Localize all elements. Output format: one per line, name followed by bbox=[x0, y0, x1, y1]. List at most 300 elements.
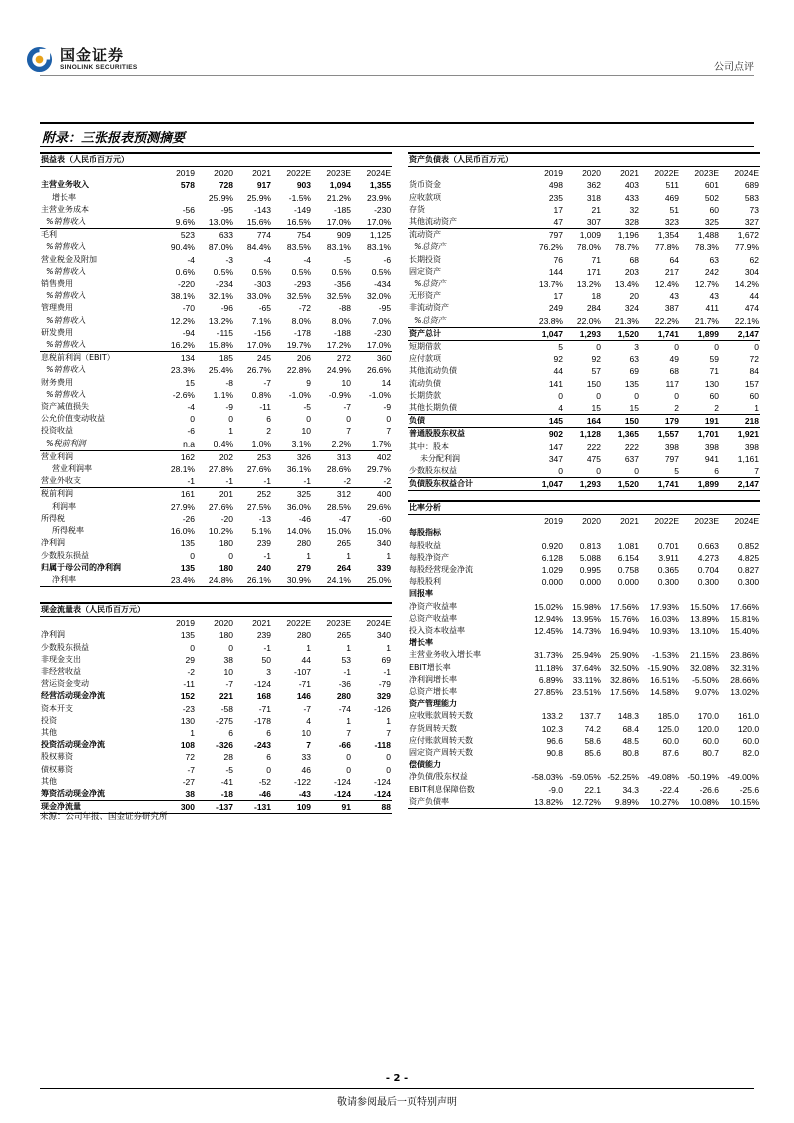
table-row bbox=[40, 450, 392, 463]
table-row bbox=[40, 302, 392, 314]
row-value: 1 bbox=[754, 403, 760, 414]
row-value: 1 bbox=[306, 642, 311, 653]
row-value: -26.6 bbox=[699, 784, 719, 795]
row-value: 7.0% bbox=[371, 315, 392, 326]
row-value: 120.0 bbox=[737, 723, 760, 734]
table-row bbox=[408, 402, 760, 415]
row-value: 328 bbox=[624, 217, 639, 228]
table-row bbox=[40, 537, 392, 549]
row-value: 17.0% bbox=[366, 217, 392, 228]
row-value: 117 bbox=[665, 378, 679, 389]
row-label: 管理费用 bbox=[41, 303, 73, 313]
row-value: -56 bbox=[182, 204, 195, 215]
row-label: 其中：股本 bbox=[409, 441, 449, 451]
row-value: 82.0 bbox=[742, 748, 760, 759]
row-value: 21.7% bbox=[694, 315, 719, 326]
row-value: 29 bbox=[185, 654, 195, 665]
row-value: 28.66% bbox=[730, 674, 760, 685]
row-value: 239 bbox=[256, 538, 271, 549]
row-value: 318 bbox=[586, 192, 601, 203]
row-value: 240 bbox=[256, 562, 271, 573]
row-value: 307 bbox=[586, 217, 601, 228]
row-value: 340 bbox=[376, 538, 392, 549]
row-value: 754 bbox=[272, 229, 312, 242]
row-value: 523 bbox=[158, 229, 196, 242]
table-row bbox=[408, 686, 760, 698]
row-value: 80.7 bbox=[702, 748, 719, 759]
row-value: 1 bbox=[346, 550, 351, 561]
table-row bbox=[408, 290, 760, 302]
row-value: 9.07% bbox=[694, 687, 719, 698]
row-label: 营业税金及附加 bbox=[41, 254, 97, 264]
row-value: 17 bbox=[553, 291, 563, 302]
row-value: 0 bbox=[596, 466, 601, 477]
row-value: -1.53% bbox=[652, 650, 679, 661]
row-value: 2,147 bbox=[720, 478, 760, 491]
year-header: 2024E bbox=[352, 167, 392, 180]
row-value: 6 bbox=[714, 466, 719, 477]
row-value: 30.9% bbox=[272, 574, 312, 587]
row-value: 1 bbox=[228, 426, 233, 437]
row-value: 222 bbox=[624, 441, 639, 452]
row-value: -2 bbox=[187, 667, 195, 678]
row-value: 17.56% bbox=[610, 601, 639, 612]
row-label: EBIT利息保障倍数 bbox=[409, 784, 475, 794]
row-value: 50 bbox=[261, 654, 271, 665]
row-label: 资产负债率 bbox=[408, 796, 526, 809]
row-value: 68 bbox=[669, 366, 679, 377]
row-value: 249 bbox=[548, 303, 563, 314]
row-label: 货币资金 bbox=[409, 180, 441, 190]
row-value: -74 bbox=[338, 703, 351, 714]
row-label: 其他流动负债 bbox=[409, 366, 457, 376]
row-value: 49 bbox=[669, 354, 679, 365]
row-value: 69 bbox=[381, 654, 392, 665]
row-value: -5 bbox=[343, 254, 351, 265]
row-value: -131 bbox=[234, 801, 272, 814]
row-value: -26 bbox=[182, 513, 195, 524]
row-value: 23.86% bbox=[730, 650, 760, 661]
row-value: 1,354 bbox=[640, 229, 680, 242]
row-label: 营运资金变动 bbox=[41, 679, 89, 689]
row-value: 206 bbox=[272, 352, 312, 365]
table-row bbox=[40, 254, 392, 266]
row-value: 9.89% bbox=[602, 796, 640, 809]
row-value: 0 bbox=[190, 414, 195, 425]
row-value: 72 bbox=[185, 752, 195, 763]
row-value: 304 bbox=[744, 266, 760, 277]
row-value: 7 bbox=[346, 426, 351, 437]
row-value: 1,672 bbox=[720, 229, 760, 242]
row-value: 77.8% bbox=[654, 242, 679, 253]
row-value: 109 bbox=[272, 801, 312, 814]
row-label: 资产总计 bbox=[408, 327, 526, 340]
row-value: 217 bbox=[664, 266, 679, 277]
row-value: 3.1% bbox=[291, 438, 311, 449]
ratio-group-heading: 偿债能力 bbox=[409, 760, 441, 770]
row-value: 340 bbox=[376, 630, 392, 641]
row-value: 0 bbox=[386, 752, 392, 763]
row-value: -230 bbox=[374, 204, 392, 215]
row-label: 流动负债 bbox=[409, 378, 441, 388]
row-value: 25.0% bbox=[352, 574, 392, 587]
row-value: 433 bbox=[624, 192, 639, 203]
row-value: 17.56% bbox=[610, 687, 639, 698]
row-value: -303 bbox=[253, 279, 271, 290]
table-row bbox=[408, 216, 760, 229]
row-value: -1 bbox=[263, 550, 271, 561]
row-value: 203 bbox=[624, 266, 639, 277]
row-value: 0 bbox=[346, 752, 351, 763]
table-row bbox=[408, 229, 760, 242]
row-value: -156 bbox=[253, 327, 271, 338]
row-value: 32.86% bbox=[610, 674, 639, 685]
row-value: 15 bbox=[591, 403, 601, 414]
row-label: %销售收入 bbox=[46, 340, 86, 350]
row-label: 每股股利 bbox=[409, 577, 441, 587]
row-value: -88 bbox=[338, 303, 351, 314]
row-value: 15 bbox=[629, 403, 639, 414]
table-row bbox=[40, 364, 392, 376]
row-value: 1,125 bbox=[352, 229, 392, 242]
row-value: 180 bbox=[218, 630, 233, 641]
row-value: -4 bbox=[303, 254, 311, 265]
row-value: -326 bbox=[215, 740, 233, 751]
row-value: 402 bbox=[352, 450, 392, 463]
table-row bbox=[40, 703, 392, 715]
row-value: 16.0% bbox=[170, 526, 195, 537]
table-row bbox=[40, 192, 392, 204]
row-value: 7 bbox=[754, 466, 760, 477]
table-row bbox=[40, 654, 392, 666]
row-value: -95 bbox=[220, 204, 233, 215]
row-value: 14.2% bbox=[734, 279, 760, 290]
row-value: -124 bbox=[374, 789, 392, 800]
row-value: 0 bbox=[386, 414, 392, 425]
row-value: 12.4% bbox=[654, 279, 679, 290]
row-value: 0 bbox=[674, 390, 679, 401]
row-label: 每股净资产 bbox=[409, 552, 449, 562]
row-value: 13.7% bbox=[538, 279, 563, 290]
row-value: -60 bbox=[378, 513, 392, 524]
row-value: 191 bbox=[680, 415, 720, 428]
row-label: 非流动资产 bbox=[409, 303, 449, 313]
row-value: 46 bbox=[301, 764, 311, 775]
row-value: -1 bbox=[225, 476, 233, 487]
row-value: 12.2% bbox=[170, 315, 195, 326]
table-row bbox=[408, 353, 760, 365]
row-value: 185 bbox=[196, 352, 234, 365]
row-value: 3 bbox=[634, 342, 639, 353]
row-value: 1,047 bbox=[526, 327, 564, 340]
row-value: -6 bbox=[383, 254, 392, 265]
row-value: 3.911 bbox=[658, 552, 679, 563]
balance-sheet-table bbox=[408, 152, 760, 491]
table-row bbox=[408, 315, 760, 328]
row-value: 327 bbox=[744, 217, 760, 228]
row-label: %销售收入 bbox=[46, 266, 86, 276]
table-row bbox=[40, 463, 392, 475]
row-value: 4 bbox=[558, 403, 563, 414]
row-value: 1,557 bbox=[640, 428, 680, 441]
row-value: 469 bbox=[664, 192, 679, 203]
row-value: 10 bbox=[341, 377, 351, 388]
row-value: -43 bbox=[298, 789, 311, 800]
row-value: 1,899 bbox=[680, 327, 720, 340]
row-value: 1 bbox=[190, 728, 195, 739]
row-value: 265 bbox=[336, 538, 351, 549]
row-value: -7 bbox=[263, 377, 271, 388]
row-label: 筹资活动现金净流 bbox=[41, 789, 105, 799]
row-value: 13.02% bbox=[730, 687, 760, 698]
ratio-group-row bbox=[408, 637, 760, 649]
row-value: 300 bbox=[158, 801, 196, 814]
row-value: -126 bbox=[374, 703, 392, 714]
row-value: 148.3 bbox=[617, 711, 639, 722]
row-value: 235 bbox=[548, 192, 563, 203]
row-value: 6.128 bbox=[541, 552, 563, 563]
row-value: 72 bbox=[749, 354, 760, 365]
row-value: 601 bbox=[704, 180, 719, 191]
row-label: 流动资产 bbox=[408, 229, 526, 242]
row-value: -275 bbox=[215, 715, 233, 726]
row-value: 164 bbox=[564, 415, 602, 428]
row-value: 23.3% bbox=[170, 365, 195, 376]
table-row bbox=[408, 771, 760, 783]
row-label: 主营业务成本 bbox=[41, 204, 89, 214]
section-title: 附录：三张报表预测摘要 bbox=[42, 131, 186, 146]
ratio-analysis-table bbox=[408, 500, 760, 809]
row-value: 1,741 bbox=[640, 478, 680, 491]
row-value: -52.25% bbox=[607, 772, 639, 783]
row-value: 903 bbox=[296, 180, 311, 191]
row-value: 221 bbox=[218, 691, 233, 702]
row-value: 284 bbox=[586, 303, 601, 314]
row-value: -9 bbox=[225, 402, 233, 413]
ratio-year-header-row bbox=[408, 515, 760, 528]
year-header: 2021 bbox=[234, 167, 272, 180]
row-value: 4 bbox=[306, 715, 311, 726]
table-row bbox=[40, 550, 392, 562]
row-value: 171 bbox=[586, 266, 601, 277]
row-value: 22.0% bbox=[576, 315, 601, 326]
row-value: -50.19% bbox=[687, 772, 719, 783]
ratio-group-row bbox=[408, 759, 760, 771]
row-value: 0 bbox=[596, 342, 601, 353]
row-value: 10 bbox=[223, 667, 233, 678]
row-value: 59 bbox=[709, 354, 719, 365]
row-value: 38 bbox=[185, 789, 195, 800]
row-value: 28.6% bbox=[326, 464, 351, 475]
row-value: -96 bbox=[220, 303, 233, 314]
row-value: 25.94% bbox=[572, 650, 601, 661]
row-value: 239 bbox=[256, 630, 271, 641]
row-label: 无形资产 bbox=[409, 291, 441, 301]
page-number: - 2 - bbox=[385, 1073, 409, 1084]
ratio-group-heading: 资产管理能力 bbox=[409, 699, 457, 709]
row-value: 0 bbox=[346, 764, 351, 775]
table-row bbox=[40, 401, 392, 413]
row-value: 37.64% bbox=[572, 662, 601, 673]
row-label: 固定资产 bbox=[409, 266, 441, 276]
row-label: 少数股东损益 bbox=[41, 550, 89, 560]
row-value: 27.6% bbox=[246, 464, 271, 475]
row-value: 23.8% bbox=[538, 315, 563, 326]
row-value: 73 bbox=[749, 204, 760, 215]
table-row bbox=[40, 179, 392, 191]
row-value: 141 bbox=[548, 378, 563, 389]
row-value: 168 bbox=[256, 691, 271, 702]
row-label: 债权募资 bbox=[41, 764, 73, 774]
row-value: -8 bbox=[225, 377, 233, 388]
row-value: 280 bbox=[296, 630, 311, 641]
row-value: 7 bbox=[386, 728, 392, 739]
row-label: 负债 bbox=[408, 415, 526, 428]
row-value: 633 bbox=[196, 229, 234, 242]
row-value: 0.300 bbox=[657, 577, 679, 588]
row-value: -149 bbox=[293, 204, 311, 215]
row-value: 1 bbox=[346, 715, 351, 726]
row-value: 33.11% bbox=[572, 674, 601, 685]
row-value: 797 bbox=[526, 229, 564, 242]
row-value: -1.0% bbox=[368, 389, 392, 400]
row-value: 28 bbox=[223, 752, 233, 763]
row-value: 43 bbox=[669, 291, 679, 302]
row-value: 44 bbox=[749, 291, 760, 302]
row-value: 36.1% bbox=[286, 464, 311, 475]
row-value: 135 bbox=[180, 538, 195, 549]
row-value: 179 bbox=[640, 415, 680, 428]
row-value: 0.000 bbox=[541, 577, 563, 588]
row-label: 主营业务收入增长率 bbox=[409, 650, 481, 660]
row-value: 10.08% bbox=[680, 796, 720, 809]
row-value: 19.7% bbox=[286, 340, 311, 351]
year-header: 2022E bbox=[640, 515, 680, 528]
row-label: 公允价值变动收益 bbox=[41, 414, 105, 424]
row-value: 360 bbox=[352, 352, 392, 365]
table-row bbox=[408, 723, 760, 735]
row-value: 728 bbox=[218, 180, 233, 191]
row-value: 17.93% bbox=[650, 601, 679, 612]
year-header: 2022E bbox=[272, 167, 312, 180]
table-row bbox=[40, 776, 392, 788]
table-row bbox=[408, 465, 760, 478]
row-value: 91 bbox=[312, 801, 352, 814]
row-value: 0 bbox=[190, 550, 195, 561]
ratio-title: 比率分析 bbox=[408, 501, 760, 515]
table-row bbox=[408, 266, 760, 278]
row-value: 23.51% bbox=[572, 687, 601, 698]
row-value: 1,293 bbox=[564, 327, 602, 340]
balance-title: 资产负债表（人民币百万元） bbox=[408, 153, 760, 167]
table-row bbox=[408, 735, 760, 747]
table-row bbox=[40, 266, 392, 278]
row-label: 非现金支出 bbox=[41, 654, 81, 664]
row-label: 利润率 bbox=[52, 501, 76, 511]
row-value: 1 bbox=[386, 550, 392, 561]
table-row bbox=[40, 727, 392, 739]
row-value: 0 bbox=[596, 390, 601, 401]
row-value: 324 bbox=[624, 303, 639, 314]
row-value: 78.3% bbox=[694, 242, 719, 253]
row-value: 96.6 bbox=[546, 735, 563, 746]
row-value: -2 bbox=[343, 476, 351, 487]
row-value: 15.81% bbox=[730, 613, 760, 624]
row-value: 0.365 bbox=[657, 565, 679, 576]
row-value: 13.95% bbox=[572, 613, 601, 624]
table-row bbox=[40, 678, 392, 690]
row-value: 312 bbox=[312, 488, 352, 501]
year-header-spacer bbox=[40, 617, 158, 630]
row-value: 135 bbox=[180, 562, 195, 573]
row-value: 32.5% bbox=[286, 291, 311, 302]
row-label: 营业利润率 bbox=[52, 464, 92, 474]
row-value: 218 bbox=[720, 415, 760, 428]
row-label: 其他流动资产 bbox=[409, 217, 457, 227]
row-value: 398 bbox=[744, 441, 760, 452]
row-value: -52 bbox=[258, 776, 271, 787]
row-value: 0.5% bbox=[331, 266, 351, 277]
row-label: 营业外收支 bbox=[41, 476, 81, 486]
row-value: 83.1% bbox=[366, 242, 392, 253]
row-value: 152 bbox=[180, 691, 195, 702]
row-value: 339 bbox=[376, 562, 392, 573]
row-value: 411 bbox=[705, 303, 719, 314]
row-value: 77.9% bbox=[734, 242, 760, 253]
year-header: 2020 bbox=[564, 515, 602, 528]
table-row bbox=[40, 666, 392, 678]
row-value: 24.8% bbox=[196, 574, 234, 587]
row-value: 47 bbox=[553, 217, 563, 228]
row-value: 84 bbox=[749, 366, 760, 377]
table-row bbox=[40, 764, 392, 776]
year-header-spacer bbox=[40, 167, 158, 180]
row-value: 130 bbox=[180, 715, 195, 726]
row-value: 15.02% bbox=[534, 601, 563, 612]
row-label: 投资 bbox=[41, 715, 57, 725]
row-label: %销售收入 bbox=[46, 291, 86, 301]
row-value bbox=[158, 192, 196, 204]
row-value: 17.0% bbox=[326, 217, 351, 228]
row-value: 16.51% bbox=[650, 674, 679, 685]
row-value: 180 bbox=[218, 538, 233, 549]
row-label: 长期贷款 bbox=[409, 390, 441, 400]
row-value: -25.6 bbox=[739, 784, 760, 795]
row-label: 销售费用 bbox=[41, 279, 73, 289]
row-value: -46 bbox=[258, 789, 271, 800]
row-value: 125.0 bbox=[657, 723, 679, 734]
row-value: -1 bbox=[343, 667, 351, 678]
row-value: 689 bbox=[744, 180, 760, 191]
table-row bbox=[40, 377, 392, 389]
row-value: 253 bbox=[234, 450, 272, 463]
row-value: 108 bbox=[180, 740, 195, 751]
row-value: 10 bbox=[301, 728, 311, 739]
table-row bbox=[40, 739, 392, 751]
cashflow-title: 现金流量表（人民币百万元） bbox=[40, 603, 392, 617]
row-value: 24.9% bbox=[326, 365, 351, 376]
row-label: 净利润增长率 bbox=[409, 674, 457, 684]
row-value: 22.8% bbox=[286, 365, 311, 376]
row-value: 398 bbox=[664, 441, 679, 452]
row-value: 32 bbox=[629, 204, 639, 215]
row-value: 53 bbox=[341, 654, 351, 665]
row-value: 88 bbox=[352, 801, 392, 814]
table-row bbox=[408, 540, 760, 552]
row-value: 9.6% bbox=[175, 217, 195, 228]
row-value: -59.05% bbox=[569, 772, 601, 783]
row-value: 150 bbox=[586, 378, 601, 389]
